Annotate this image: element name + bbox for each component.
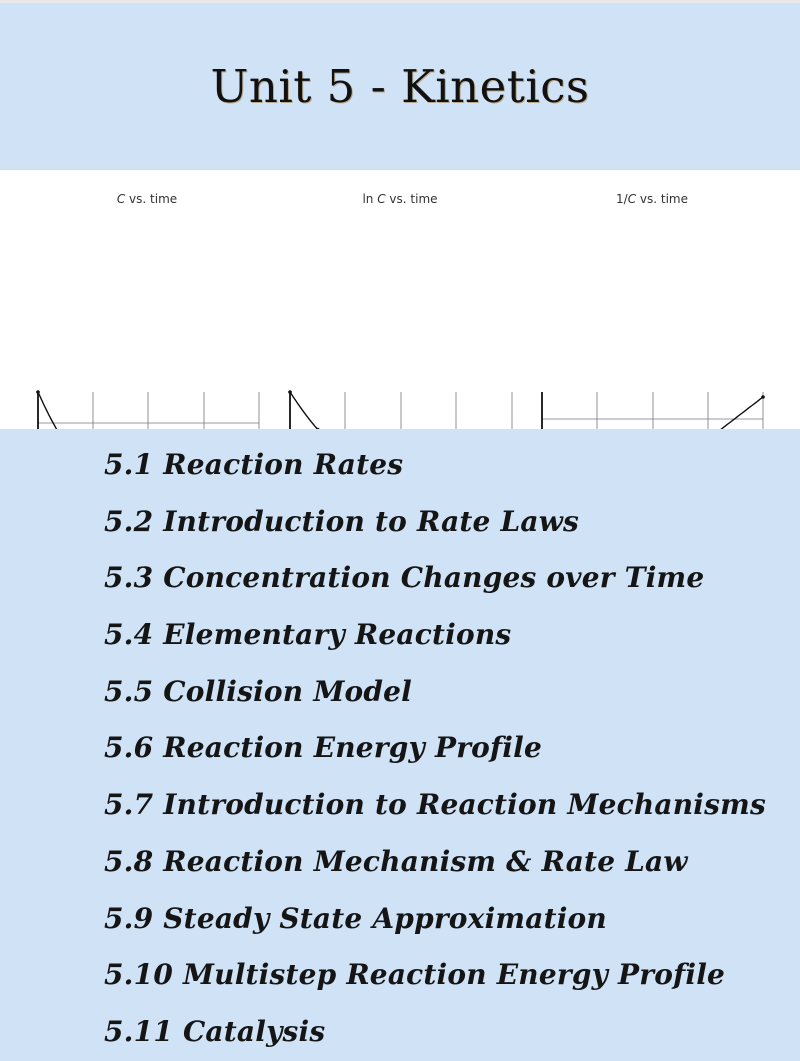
chart-title-lnc: ln C vs. time bbox=[362, 192, 438, 206]
toc-item: 5.5 Collision Model bbox=[104, 674, 413, 708]
toc-item: 5.10 Multistep Reaction Energy Profile bbox=[104, 958, 726, 992]
charts-panel bbox=[0, 169, 800, 429]
series-line bbox=[38, 392, 259, 429]
toc-item: 5.11 Catalysis bbox=[104, 1014, 326, 1048]
chart-title-invc: 1/C vs. time bbox=[616, 192, 688, 206]
series-line bbox=[542, 397, 763, 429]
toc-item: 5.7 Introduction to Reaction Mechanisms bbox=[104, 788, 766, 822]
chart-title-c: C vs. time bbox=[116, 192, 178, 206]
toc-item: 5.4 Elementary Reactions bbox=[104, 618, 512, 652]
page-title: Unit 5 - Kinetics bbox=[210, 59, 590, 113]
table-of-contents bbox=[0, 429, 800, 1061]
toc-item: 5.9 Steady State Approximation bbox=[104, 901, 607, 935]
toc-item: 5.6 Reaction Energy Profile bbox=[104, 731, 542, 765]
toc-item: 5.8 Reaction Mechanism & Rate Law bbox=[104, 844, 688, 878]
toc-item: 5.1 Reaction Rates bbox=[104, 448, 404, 481]
data-point bbox=[288, 390, 292, 394]
header-banner bbox=[0, 3, 800, 169]
data-point bbox=[761, 395, 765, 399]
data-point bbox=[36, 390, 40, 394]
kinetics-charts bbox=[0, 170, 800, 429]
toc-item: 5.3 Concentration Changes over Time bbox=[104, 561, 705, 595]
toc-item: 5.2 Introduction to Rate Laws bbox=[104, 504, 580, 538]
